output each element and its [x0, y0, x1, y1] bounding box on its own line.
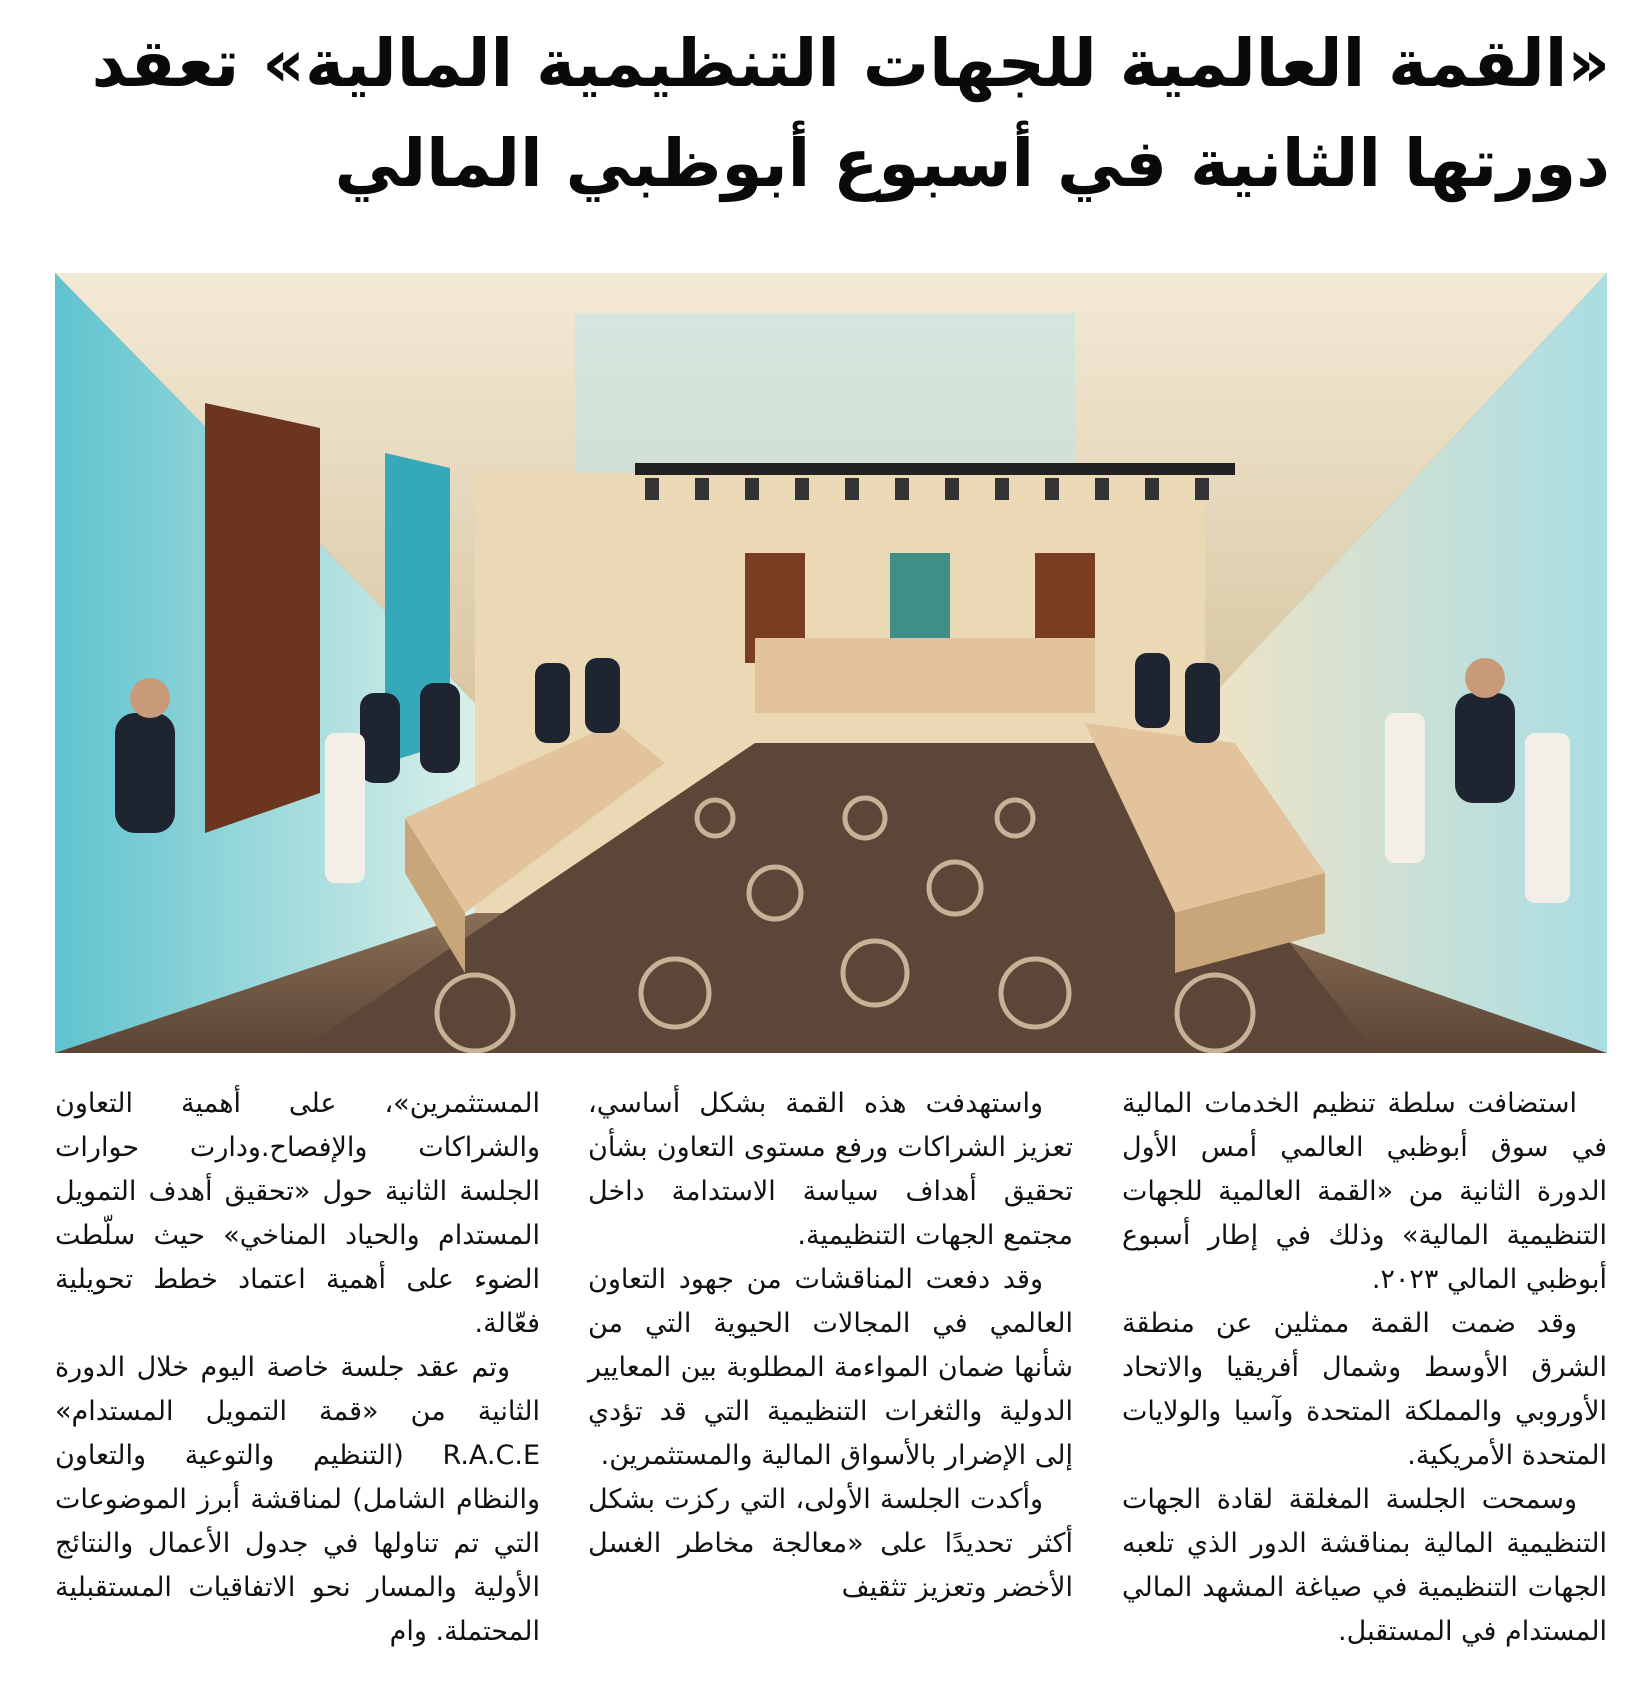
- paragraph: وتم عقد جلسة خاصة اليوم خلال الدورة الثانية من «قمة التمويل المستدام» R.A.C.E (التنظيم والتوعية والتعاون والنظام الشامل) لمناقشة أبرز الموضوعات التي تم تناولها في جدول الأعمال والنتائج الأولية والمسار نحو الاتفاقيات المستقبلية المحتملة. وام: [55, 1352, 540, 1647]
- article-headline: [60, 14, 1610, 214]
- headline-line-2: دورتها الثانية في أسبوع أبوظبي المالي: [334, 125, 1610, 202]
- paragraph: وسمحت الجلسة المغلقة لقادة الجهات التنظيمية المالية بمناقشة الدور الذي تلعبه الجهات التنظيمية في صياغة المشهد المالي المستدام في المستقبل.: [1122, 1484, 1607, 1647]
- conference-hall-photo: [55, 273, 1607, 1053]
- paragraph: وأكدت الجلسة الأولى، التي ركزت بشكل أكثر تحديدًا على «معالجة مخاطر الغسل الأخضر وتعزيز تثقيف: [588, 1484, 1073, 1603]
- paragraph: استضافت سلطة تنظيم الخدمات المالية في سوق أبوظبي العالمي أمس الأول الدورة الثانية من «القمة العالمية للجهات التنظيمية المالية» وذلك في إطار أسبوع أبوظبي المالي ٢٠٢٣.: [1122, 1088, 1607, 1295]
- column-right: [1122, 1082, 1607, 1654]
- column-middle: [588, 1082, 1073, 1610]
- paragraph: وقد ضمت القمة ممثلين عن منطقة الشرق الأوسط وشمال أفريقيا والاتحاد الأوروبي والمملكة المتحدة وآسيا والولايات المتحدة الأمريكية.: [1122, 1308, 1607, 1471]
- paragraph: وقد دفعت المناقشات من جهود التعاون العالمي في المجالات الحيوية التي من شأنها ضمان المواءمة المطلوبة بين المعايير الدولية والثغرات التنظيمية التي قد تؤدي إلى الإضرار بالأسواق المالية والمستثمرين.: [588, 1264, 1073, 1471]
- photo-illustration: [55, 273, 1607, 1053]
- column-left: [55, 1082, 540, 1654]
- headline-line-1: «القمة العالمية للجهات التنظيمية المالية» تعقد: [91, 25, 1610, 102]
- paragraph: واستهدفت هذه القمة بشكل أساسي، تعزيز الشراكات ورفع مستوى التعاون بشأن تحقيق أهداف سياسة الاستدامة داخل مجتمع الجهات التنظيمية.: [588, 1088, 1073, 1251]
- article-body: [55, 1082, 1607, 1682]
- paragraph: المستثمرين»، على أهمية التعاون والشراكات والإفصاح.ودارت حوارات الجلسة الثانية حول «تحقيق أهدف التمويل المستدام والحياد المناخي» حيث سلّطت الضوء على أهمية اعتماد خطط تحويلية فعّالة.: [55, 1088, 540, 1339]
